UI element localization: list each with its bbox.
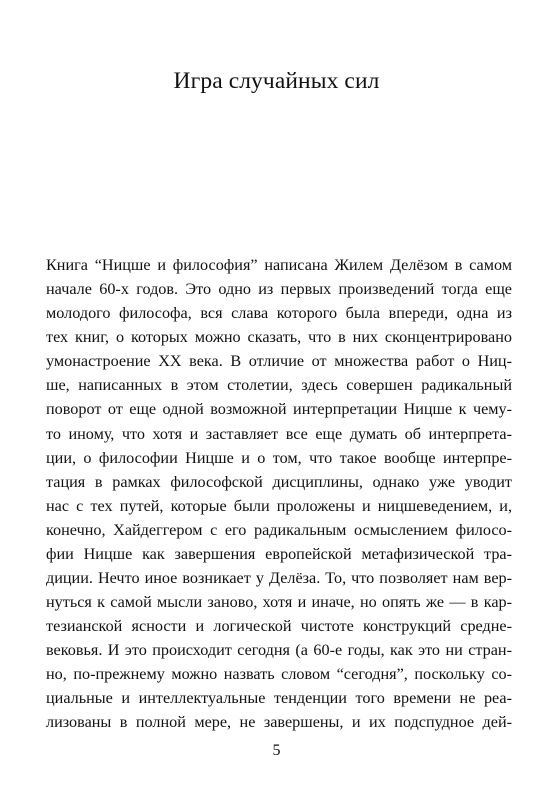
text-line: молодого философа, вся слава которого была впереди, одна из — [46, 304, 512, 323]
text-line: нуться к самой мысли заново, хотя и иначе, но опять же — в кар- — [46, 593, 512, 612]
text-line: ше, написанных в этом столетии, здесь совершен радикальный — [46, 376, 512, 395]
text-line: поворот от еще одной возможной интерпретации Ницше к чему- — [46, 400, 512, 419]
text-line: тация в рамках философской дисциплины, однако уже уводит — [46, 472, 512, 491]
text-line: конечно, Хайдеггером с его радикальным осмыслением филосо- — [46, 520, 512, 539]
text-line: ции, о философии Ницше и о том, что такое вообще интерпре- — [46, 448, 512, 467]
text-line: тезианской ясности и логической чистоте конструкций средне- — [46, 617, 512, 636]
text-line: диции. Нечто иное возникает у Делёза. То, что позволяет нам вер- — [46, 569, 512, 588]
text-line: тех книг, о которых можно сказать, что в них сконцентрировано — [46, 328, 512, 347]
text-line: фии Ницше как завершения европейской метафизической тра- — [46, 544, 512, 563]
text-line: лизованы в полной мере, не завершены, и их подспудное дей- — [46, 713, 512, 732]
text-line: умонастроение XX века. В отличие от множества работ о Ниц- — [46, 352, 512, 371]
text-line: Книга “Ницше и философия” написана Жилем Делёзом в самом — [46, 256, 512, 274]
text-line: то иному, что хотя и заставляет все еще думать об интерпрета- — [46, 424, 512, 443]
text-line: вековья. И это происходит сегодня (а 60-е годы, как это ни стран- — [46, 641, 512, 660]
text-line: но, по-прежнему можно назвать словом “сегодня”, поскольку со- — [46, 665, 512, 684]
text-line: начале 60-х годов. Это одно из первых произведений тогда еще — [46, 280, 512, 299]
body-text — [46, 253, 512, 735]
page-number: 5 — [272, 742, 281, 759]
text-line: циальные и интеллектуальные тенденции того времени не реа- — [46, 689, 512, 708]
text-line: нас с тех путей, которые были проложены и ницшеведением, и, — [46, 496, 512, 515]
chapter-title: Игра случайных сил — [173, 68, 380, 94]
